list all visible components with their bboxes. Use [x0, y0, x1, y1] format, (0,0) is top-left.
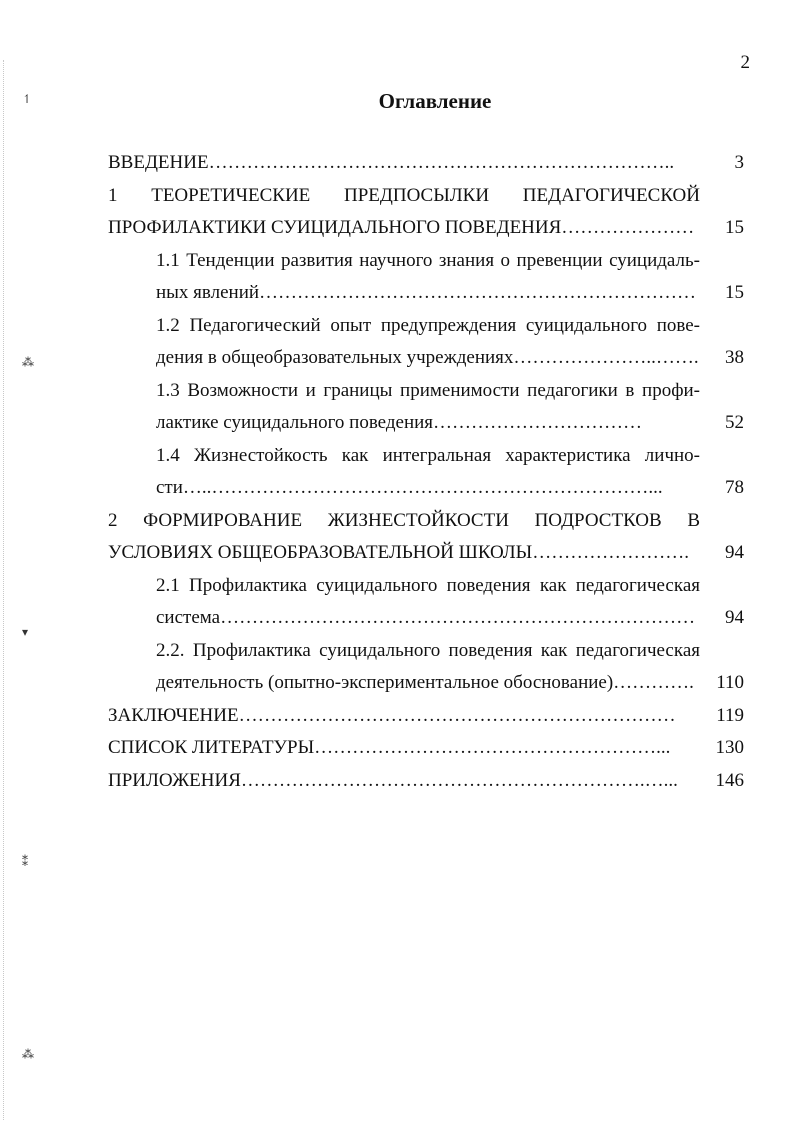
toc-entry-line: 1.4 Жизнестойкость как интегральная характеристика лично- — [156, 444, 700, 466]
page-number: 2 — [740, 52, 750, 73]
toc-entry-title — [156, 440, 700, 505]
toc-entry-line: 1.3 Возможности и границы применимости педагогики в профи- — [156, 379, 700, 401]
toc-entry-page: 146 — [715, 769, 744, 791]
toc-entry[interactable] — [108, 310, 744, 375]
toc-entry-line: 1.2 Педагогический опыт предупреждения суицидального пове- — [156, 314, 700, 336]
table-of-contents — [108, 147, 744, 797]
toc-entry-line: сти…..……………………………………………………………... — [156, 477, 663, 498]
toc-entry-line: ных явлений…………………………………………………………… — [156, 282, 697, 303]
toc-entry-line: ПРОФИЛАКТИКИ СУИЦИДАЛЬНОГО ПОВЕДЕНИЯ………………… — [108, 217, 695, 238]
toc-entry-title — [108, 732, 700, 765]
toc-entry-line: СПИСОК ЛИТЕРАТУРЫ………………………………………………... — [108, 737, 671, 758]
toc-entry[interactable] — [108, 245, 744, 310]
toc-entry-title — [108, 147, 700, 180]
toc-entry-page: 78 — [725, 477, 744, 498]
toc-entry-title — [156, 375, 700, 440]
scan-artifact: ⁂ — [22, 355, 34, 369]
toc-entry[interactable] — [108, 147, 744, 180]
toc-entry-title — [108, 765, 700, 798]
toc-entry[interactable] — [108, 635, 744, 700]
binding-marks — [0, 0, 60, 1133]
toc-entry-title — [108, 505, 700, 570]
scan-artifact: ⁂ — [22, 1047, 34, 1061]
toc-entry-line: УСЛОВИЯХ ОБЩЕОБРАЗОВАТЕЛЬНОЙ ШКОЛЫ……………………. — [108, 542, 690, 563]
toc-entry-page: 15 — [725, 217, 744, 238]
toc-entry-line: ПРИЛОЖЕНИЯ……………………………………………………….…... — [108, 769, 678, 791]
toc-entry[interactable] — [108, 570, 744, 635]
toc-entry-page: 3 — [734, 152, 744, 173]
scan-artifact: ⁑ — [22, 855, 28, 869]
page-title: Оглавление — [378, 89, 492, 113]
toc-entry-page: 110 — [716, 672, 744, 693]
toc-entry-line: ЗАКЛЮЧЕНИЕ…………………………………………………………… — [108, 704, 676, 726]
toc-entry-title — [156, 245, 700, 310]
scan-artifact: ↿ — [22, 92, 33, 106]
toc-entry-line: 2.1 Профилактика суицидального поведения как педагогическая — [156, 574, 700, 596]
toc-entry-line: лактике суицидального поведения…………………………… — [156, 412, 643, 433]
toc-entry-page: 94 — [725, 607, 744, 628]
toc-entry-page: 52 — [725, 412, 744, 433]
toc-entry[interactable] — [108, 180, 744, 245]
toc-entry[interactable] — [108, 375, 744, 440]
toc-entry-title — [108, 700, 700, 733]
toc-entry-line: дения в общеобразовательных учреждениях…………………..……. — [156, 347, 699, 368]
toc-entry-title — [156, 310, 700, 375]
toc-entry[interactable] — [108, 440, 744, 505]
toc-entry[interactable] — [108, 765, 744, 798]
toc-entry-line: 1 ТЕОРЕТИЧЕСКИЕ ПРЕДПОСЫЛКИ ПЕДАГОГИЧЕСКОЙ — [108, 184, 700, 206]
toc-entry-line: 2.2. Профилактика суицидального поведения как педагогическая — [156, 639, 700, 661]
toc-entry-line: 1.1 Тенденции развития научного знания о превенции суицидаль- — [156, 249, 700, 271]
toc-entry-line: деятельность (опытно-экспериментальное обоснование)…………. — [156, 672, 694, 693]
toc-entry-page: 94 — [725, 542, 744, 563]
toc-entry-title — [108, 180, 700, 245]
toc-entry[interactable] — [108, 505, 744, 570]
toc-entry-page: 38 — [725, 347, 744, 368]
toc-entry-page: 130 — [715, 737, 744, 758]
toc-entry-page: 119 — [716, 704, 744, 726]
scan-artifact: ▾ — [22, 625, 29, 639]
toc-entry-line: ВВЕДЕНИЕ……………………………………………………………….. — [108, 152, 675, 173]
toc-entry[interactable] — [108, 732, 744, 765]
toc-entry-title — [156, 635, 700, 700]
toc-entry-title — [156, 570, 700, 635]
toc-entry[interactable] — [108, 700, 744, 733]
toc-entry-page: 15 — [725, 282, 744, 303]
toc-entry-line: 2 ФОРМИРОВАНИЕ ЖИЗНЕСТОЙКОСТИ ПОДРОСТКОВ В — [108, 509, 700, 531]
toc-entry-line: система………………………………………………………………… — [156, 607, 696, 628]
